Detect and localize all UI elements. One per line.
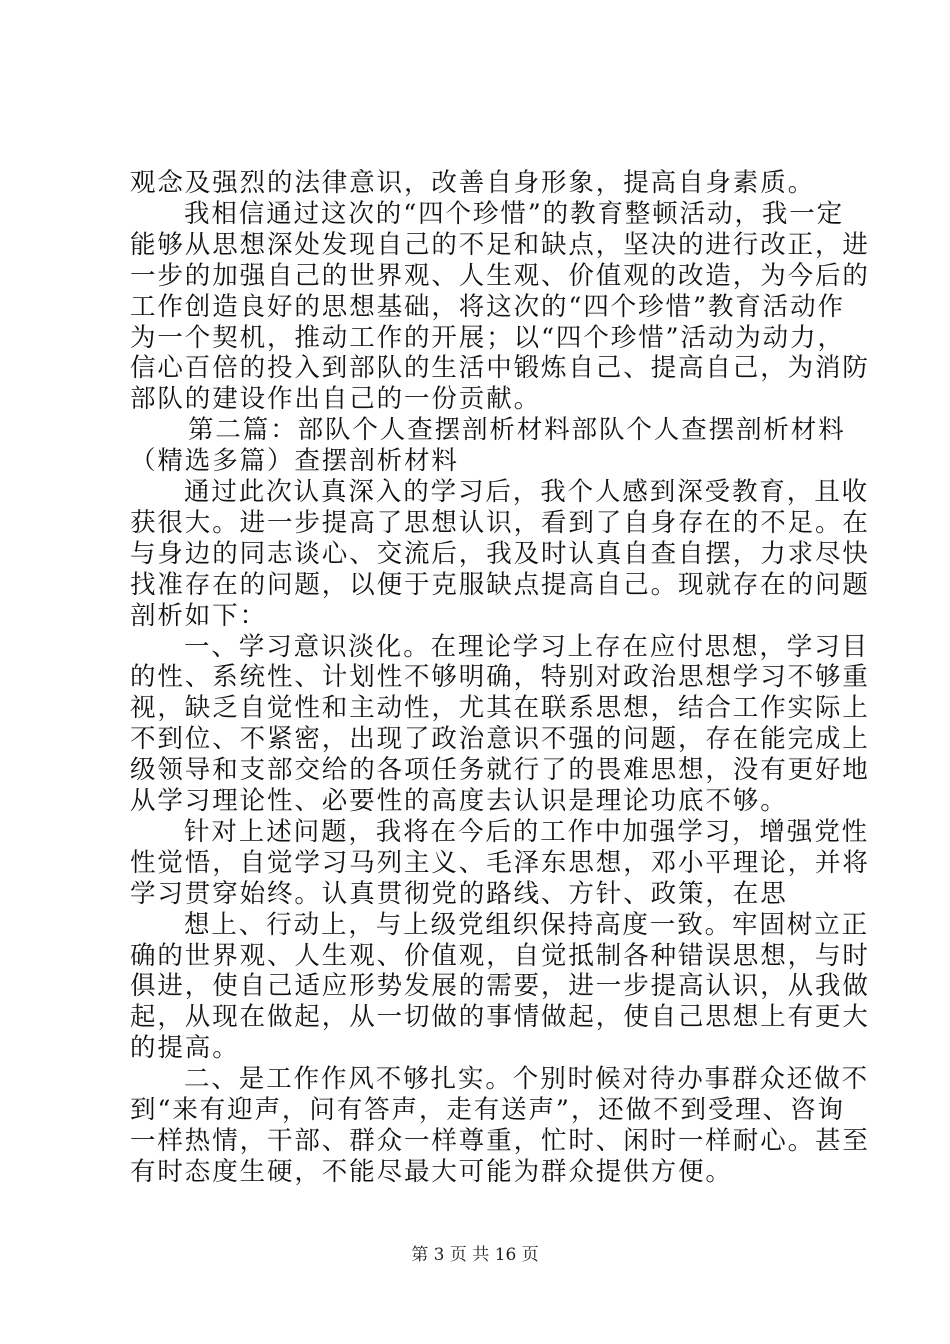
text-line: 我相信通过这次的“四个珍惜”的教育整顿活动，我一定 [184,198,845,229]
text-line: 确的世界观、人生观、价值观，自觉抵制各种错误思想，与时 [130,940,870,971]
text-line: 的提高。 [130,1033,240,1064]
text-line: 级领导和支部交给的各项任务就行了的畏难思想，没有更好地 [130,755,870,786]
text-line: 工作创造良好的思想基础，将这次的“四个珍惜”教育活动作 [130,291,845,322]
text-line: 有时态度生硬，不能尽最大可能为群众提供方便。 [130,1156,733,1187]
text-line: 起，从现在做起，从一切做的事情做起，使自己思想上有更大 [130,1002,870,1033]
section-heading: （精选多篇）查摆剖析材料 [130,446,459,477]
text-line: 一样热情，干部、群众一样尊重，忙时、闲时一样耐心。甚至 [130,1125,870,1156]
section-heading: 第二篇：部队个人查摆剖析材料部队个人查摆剖析材料 [188,415,846,446]
text-line: 俱进，使自己适应形势发展的需要，进一步提高认识，从我做 [130,971,870,1002]
text-line: 的性、系统性、计划性不够明确，特别对政治思想学习不够重 [130,662,870,693]
text-line: 学习贯穿始终。认真贯彻党的路线、方针、政策，在思 [130,878,788,909]
text-line: 不到位、不紧密，出现了政治意识不强的问题，存在能完成上 [130,724,870,755]
text-line: 为一个契机，推动工作的开展；以“四个珍惜”活动为动力， [130,322,845,353]
text-line: 部队的建设作出自己的一份贡献。 [130,384,542,415]
text-line: 与身边的同志谈心、交流后，我及时认真自查自摆，力求尽快 [130,538,870,569]
text-line: 视，缺乏自觉性和主动性，尤其在联系思想，结合工作实际上 [130,693,870,724]
text-line: 信心百倍的投入到部队的生活中锻炼自己、提高自己，为消防 [130,353,870,384]
text-line: 通过此次认真深入的学习后，我个人感到深受教育，且收 [184,477,870,507]
text-line: 到“来有迎声，问有答声，走有送声”，还做不到受理、咨询 [130,1095,845,1125]
text-line: 想上、行动上，与上级党组织保持高度一致。牢固树立正 [184,909,870,940]
text-line: 能够从思想深处发现自己的不足和缺点，坚决的进行改正，进 [130,229,870,260]
text-line: 从学习理论性、必要性的高度去认识是理论功底不够。 [130,786,788,816]
text-line: 性觉悟，自觉学习马列主义、毛泽东思想，邓小平理论，并将 [130,847,870,878]
text-line: 一步的加强自己的世界观、人生观、价值观的改造，为今后的 [130,260,870,291]
text-line: 针对上述问题，我将在今后的工作中加强学习，增强党性 [184,816,870,847]
text-line: 获很大。进一步提高了思想认识，看到了自身存在的不足。在 [130,507,870,538]
page-footer: 第 3 页 共 16 页 [411,1245,539,1265]
text-line: 观念及强烈的法律意识，改善自身形象，提高自身素质。 [130,168,816,198]
text-line: 剖析如下： [130,600,268,631]
text-line: 找准存在的问题，以便于克服缺点提高自己。现就存在的问题 [130,569,870,600]
text-line: 一、学习意识淡化。在理论学习上存在应付思想，学习目 [184,631,870,662]
text-line: 二、是工作作风不够扎实。个别时候对待办事群众还做不 [184,1064,870,1095]
